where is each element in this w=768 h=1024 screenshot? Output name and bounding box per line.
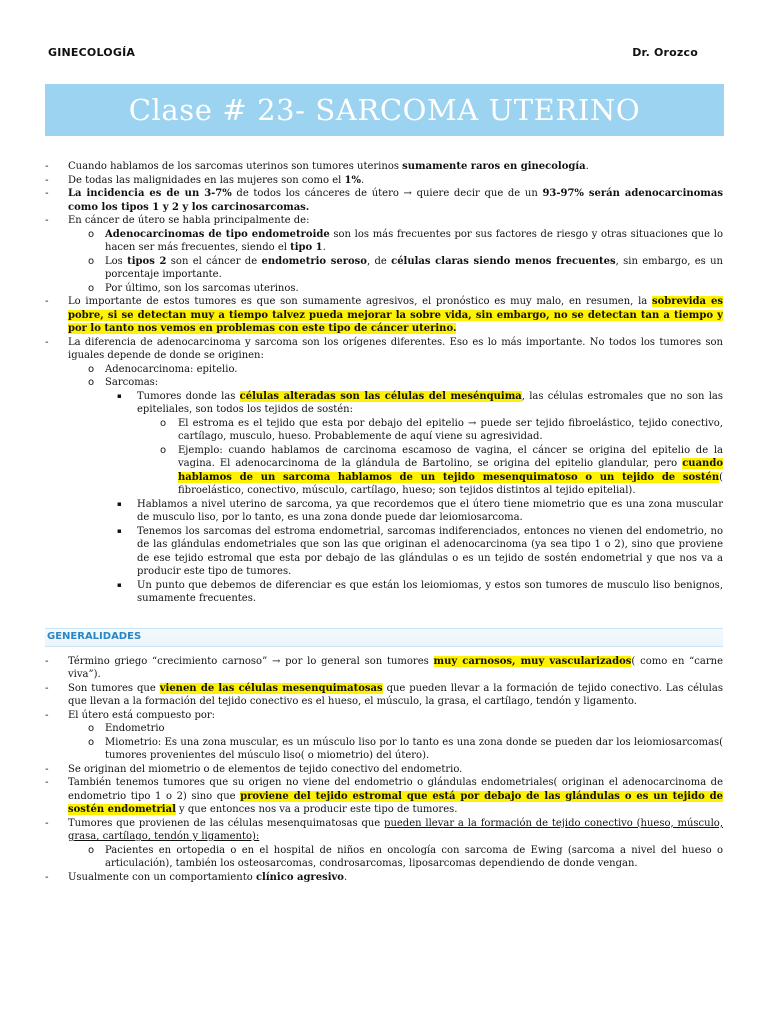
- square-marker: ▪: [117, 526, 122, 535]
- text: Miometrio: Es una zona muscular, es un músculo liso por lo tanto es una zona donde se pueden dar los leiomiosarcomas( tumores provenientes del músculo liso( o miometrio) del útero).: [105, 736, 723, 761]
- text: .: [343, 871, 348, 883]
- text: Adenocarcinoma: epitelio.: [105, 363, 238, 375]
- bullet-connective-tissue: [45, 817, 723, 844]
- square-marker: ▪: [117, 391, 122, 400]
- bold-text: tipos 2: [127, 255, 167, 267]
- bullet-origins: [45, 336, 723, 363]
- square-bullet-leiomyoma: [45, 579, 723, 606]
- bold-text: 1%: [344, 174, 361, 186]
- text: Son tumores que: [68, 682, 160, 694]
- dash-marker: -: [45, 871, 49, 883]
- bullet-mesenchymal: [45, 682, 723, 709]
- deep-bullet-stroma: [45, 417, 723, 444]
- text: Por último, son los sarcomas uterinos.: [105, 282, 299, 294]
- dash-marker: -: [45, 161, 49, 172]
- text: Lo importante de estos tumores es que son sumamente agresivos, el pronóstico es muy malo, en resumen, la: [68, 296, 652, 307]
- circle-marker: o: [88, 228, 95, 240]
- highlighted-text: vienen de las células mesenquimatosas: [159, 682, 383, 694]
- text: La diferencia de adenocarcinoma y sarcoma son los orígenes diferentes. Eso es lo más importante. No todos los tumores son iguales depende de donde se originen:: [68, 336, 723, 361]
- text: Endometrio: [105, 723, 165, 734]
- bold-text: tipo 1: [290, 242, 323, 253]
- text: , sin embargo, es un porcentaje importante.: [105, 255, 723, 280]
- circle-marker: o: [88, 723, 95, 734]
- dash-marker: -: [45, 188, 49, 199]
- text: .: [360, 174, 365, 186]
- bold-text: células claras siendo menos frecuentes: [391, 255, 616, 267]
- text: son el cáncer de: [166, 255, 262, 267]
- bullet-stromal-origin: [45, 776, 723, 817]
- bold-text: endometrio seroso: [261, 255, 367, 267]
- highlighted-text: células alteradas son las células del mesénquima: [239, 390, 522, 402]
- highlighted-text: proviene del tejido estromal que está por debajo de las glándulas o es un tejido de sostén endometrial: [68, 790, 723, 815]
- text: De todas las malignidades en las mujeres son como el: [68, 174, 345, 186]
- circle-marker: o: [160, 444, 167, 456]
- deep-bullet-example: [45, 444, 723, 498]
- circle-marker: o: [88, 363, 95, 375]
- text: Un punto que debemos de diferenciar es que están los leiomiomas, y estos son tumores de musculo liso benignos, sumamente frecuentes.: [137, 579, 723, 604]
- square-bullet-stromal: [45, 525, 723, 579]
- text: En cáncer de útero se habla principalmente de:: [68, 215, 310, 226]
- subbullet-ewing: [45, 844, 723, 871]
- text: Cuando hablamos de los sarcomas uterinos son tumores uterinos: [68, 161, 403, 172]
- circle-marker: o: [88, 736, 95, 748]
- circle-marker: o: [88, 377, 95, 388]
- dash-marker: -: [45, 215, 49, 226]
- square-bullet-mesenchyme: [45, 390, 723, 417]
- dash-marker: -: [45, 296, 49, 307]
- subbullet-adenocarcinoma: [45, 363, 723, 377]
- bold-text: Adenocarcinomas de tipo endometroide: [105, 228, 330, 240]
- highlighted-text: cuando hablamos de un sarcoma hablamos de un tejido mesenquimatoso o un tejido de sostén: [178, 458, 723, 483]
- text: Hablamos a nivel uterino de sarcoma, ya que recordemos que el útero tiene miometrio que es una zona muscular de musculo liso, por lo tanto, es una zona donde puede dar leiomiosarcoma.: [137, 498, 723, 523]
- bullet-origin: [45, 763, 723, 777]
- text: El útero está compuesto por:: [68, 709, 216, 721]
- text: También tenemos tumores que su origen no viene del endometrio o glándulas endometriales( originan el adenocarcinoma de endometrio tipo 1 o 2) sino que: [68, 777, 723, 802]
- bold-text: La incidencia es de un 3-7%: [68, 188, 232, 199]
- subbullet-type1: [45, 228, 723, 255]
- bold-text: sumamente raros en ginecología: [402, 161, 586, 172]
- circle-marker: o: [160, 417, 167, 429]
- subbullet-myometrium: [45, 736, 723, 763]
- section-heading-generalidades: [45, 628, 723, 647]
- highlighted-text: muy carnosos, muy vascularizados: [433, 655, 632, 667]
- bullet-uterus-composition: [45, 709, 723, 723]
- text: ( como en “carne viva”).: [68, 655, 723, 680]
- header-subject: GINECOLOGÍA: [48, 46, 136, 59]
- text: Tenemos los sarcomas del estroma endometrial, sarcomas indiferenciados, entonces no vienen del endometrio, no de las glándulas endometriales que son las que originan el adenocarcinoma (ya sea tipo 1 o 2), sino que proviene de ese tejido estromal que esta por debajo de las glándulas o es un tejido de sostén endometrial y que nos va a producir este tipo de tumores.: [137, 525, 723, 577]
- text: .: [585, 161, 589, 172]
- bold-text: 93-97% serán adenocarcinomas como los tipos 1 y 2 y los carcinosarcomas.: [68, 188, 724, 213]
- text: son los más frecuentes por sus factores de riesgo y otras situaciones que lo hacen ser más frecuentes, siendo el: [105, 228, 723, 253]
- text: ( fibroelástico, conectivo, músculo, cartílago, hueso; son tejidos distintos al tejido epitelial).: [178, 471, 723, 496]
- text: Se originan del miometrio o de elementos de tejido conectivo del endometrio.: [68, 763, 463, 775]
- text: Término griego “crecimiento carnoso” → por lo general son tumores: [68, 655, 434, 667]
- square-bullet-leiomyosarcoma: [45, 498, 723, 525]
- document-body: [45, 160, 723, 884]
- highlighted-text: sobrevida es pobre, si se detectan muy a tiempo talvez pueda mejorar la sobre vida, sin embargo, no se detectan tan a tiempo y por lo tanto nos vemos en problemas con este tipo de cáncer uterino.: [68, 296, 723, 334]
- square-marker: ▪: [117, 580, 122, 589]
- bullet-aggressive: [45, 871, 723, 885]
- text: Tumores donde las: [137, 390, 240, 402]
- text: de todos los cánceres de útero → quiere decir que de un: [231, 188, 543, 199]
- text: Sarcomas:: [105, 377, 159, 388]
- dash-marker: -: [45, 336, 49, 348]
- dash-marker: -: [45, 174, 49, 186]
- text: Ejemplo: cuando hablamos de carcinoma escamoso de vagina, el cáncer se origina del epitelio de la vagina. El adenocarcinoma de la glándula de Bartolino, se origina del epitelio glandular, pero: [178, 444, 723, 469]
- text: que pueden llevar a la formación de tejido conectivo. Las células que llevan a la formación del tejido conectivo es el hueso, el músculo, la grasa, el cartílago, tendón y ligamento.: [68, 682, 723, 707]
- underlined-text: pueden llevar a la formación de tejido conectivo (hueso, músculo, grasa, cartílago, tendón y ligamento):: [68, 817, 724, 842]
- bullet-rarity: [45, 160, 723, 174]
- bullet-greek-term: [45, 655, 723, 682]
- subbullet-sarcomas-label: [45, 376, 723, 390]
- square-marker: ▪: [117, 499, 122, 508]
- bullet-incidence: [45, 187, 723, 214]
- dash-marker: -: [45, 817, 49, 829]
- bold-text: clínico agresivo: [255, 871, 344, 883]
- page-header: [48, 46, 698, 59]
- text: Los: [105, 255, 128, 267]
- dash-marker: -: [45, 777, 49, 788]
- subbullet-sarcomas: [45, 282, 723, 296]
- circle-marker: o: [88, 844, 95, 856]
- text: , de: [366, 255, 392, 267]
- text: Pacientes en ortopedia o en el hospital de niños en oncología con sarcoma de Ewing (sarcoma a nivel del hueso o articulación), también los osteosarcomas, condrosarcomas, liposarcomas dependiendo de donde vengan.: [105, 844, 723, 869]
- dash-marker: -: [45, 709, 49, 721]
- bullet-prognosis: [45, 295, 723, 336]
- bullet-uterine-cancer: [45, 214, 723, 228]
- text: Tumores que provienen de las células mesenquimatosas que: [68, 817, 385, 829]
- title-banner: [45, 84, 724, 136]
- text: , las células estromales que no son las epiteliales, son todos los tejidos de sostén:: [137, 390, 724, 415]
- section-title: GENERALIDADES: [47, 631, 142, 643]
- text: .: [322, 242, 326, 253]
- subbullet-type2: [45, 255, 723, 282]
- bullet-percentage: [45, 174, 723, 188]
- text: El estroma es el tejido que esta por debajo del epitelio → puede ser tejido fibroelástico, tejido conectivo, cartílago, musculo, hueso. Probablemente de aquí viene su agresividad.: [178, 417, 723, 442]
- header-author: Dr. Orozco: [632, 46, 698, 59]
- text: y que entonces nos va a producir este tipo de tumores.: [175, 804, 458, 815]
- dash-marker: -: [45, 682, 49, 694]
- subbullet-endometrium: [45, 722, 723, 736]
- circle-marker: o: [88, 255, 95, 267]
- circle-marker: o: [88, 282, 95, 294]
- dash-marker: -: [45, 655, 49, 667]
- page-title: Clase # 23- SARCOMA UTERINO: [128, 93, 641, 127]
- dash-marker: -: [45, 763, 49, 775]
- text: Usualmente con un comportamiento: [68, 871, 256, 883]
